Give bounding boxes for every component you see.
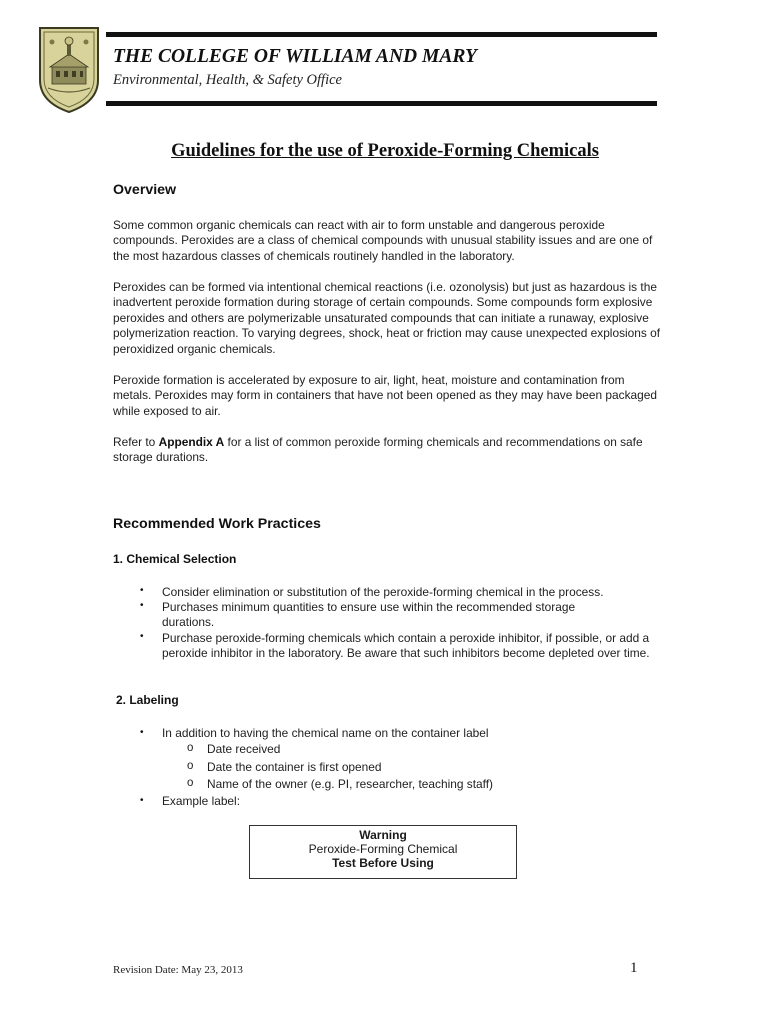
overview-paragraph-2: Peroxides can be formed via intentional chemical reactions (i.e. ozonolysis) but just as hazardous is the inadvertent peroxide formation during storage of certain compounds. Some compounds form explosive peroxides and others are polymerizable unsaturated compounds that can initiate a runaway, explosive polymerization reaction. To varying degrees, shock, heat or friction may cause unexpected explosions of peroxidized organic chemicals. — [113, 280, 661, 356]
labeling-heading: 2. Labeling — [116, 693, 179, 707]
list-item: Example label: — [162, 794, 240, 808]
label-test-note: Test Before Using — [332, 856, 434, 871]
list-item: Purchase peroxide-forming chemicals which contain a peroxide inhibitor, if possible, or add a peroxide inhibitor in the laboratory. Be aware that such inhibitors become depleted over time. — [162, 631, 650, 661]
overview-paragraph-4 — [113, 435, 661, 466]
p4-text-after: for a list of common peroxide forming chemicals and recommendations on safe storage durations. — [113, 435, 643, 465]
overview-paragraph-3: Peroxide formation is accelerated by exposure to air, light, heat, moisture and contamination from metals. Peroxides may form in containers that have not been opened as they may have been packaged while exposed to air. — [113, 373, 657, 418]
list-item: Date received — [207, 742, 281, 756]
p4-text-before: Refer to — [113, 435, 159, 449]
appendix-a-reference: Appendix A — [158, 435, 225, 449]
sub-bullet-marker: o — [187, 760, 194, 772]
example-label-box — [249, 825, 517, 879]
bullet-marker: • — [140, 727, 144, 738]
college-seal-logo — [34, 24, 104, 114]
sub-bullet-marker: o — [187, 742, 194, 754]
document-title: Guidelines for the use of Peroxide-Forming Chemicals — [171, 141, 599, 161]
overview-paragraph-1: Some common organic chemicals can react with air to form unstable and dangerous peroxide compounds. Peroxides are a class of chemical compounds with unusual stability issues and are one of the most hazardous classes of chemicals routinely handled in the laboratory. — [113, 218, 653, 263]
chemical-selection-heading: 1. Chemical Selection — [113, 552, 237, 566]
header-rule-top — [106, 32, 657, 37]
practices-heading: Recommended Work Practices — [113, 516, 321, 532]
list-item: Date the container is first opened — [207, 760, 382, 774]
list-item: Consider elimination or substitution of the peroxide-forming chemical in the process. — [162, 585, 604, 599]
bullet-marker: • — [140, 600, 144, 611]
page-number: 1 — [630, 960, 638, 976]
office-name: Environmental, Health, & Safety Office — [113, 72, 342, 88]
list-item: Purchases minimum quantities to ensure use within the recommended storage durations. — [162, 600, 576, 630]
overview-heading: Overview — [113, 182, 177, 198]
college-name: THE COLLEGE OF WILLIAM AND MARY — [113, 46, 477, 67]
revision-date: Revision Date: May 23, 2013 — [113, 964, 243, 976]
sub-bullet-marker: o — [187, 777, 194, 789]
label-chemical-type: Peroxide-Forming Chemical — [308, 842, 458, 857]
list-item: In addition to having the chemical name on the container label — [162, 726, 489, 740]
label-warning: Warning — [359, 828, 407, 842]
bullet-marker: • — [140, 631, 144, 642]
header-rule-bottom — [106, 101, 657, 106]
list-item: Name of the owner (e.g. PI, researcher, teaching staff) — [207, 777, 493, 791]
bullet-marker: • — [140, 585, 144, 596]
bullet-marker: • — [140, 795, 144, 806]
